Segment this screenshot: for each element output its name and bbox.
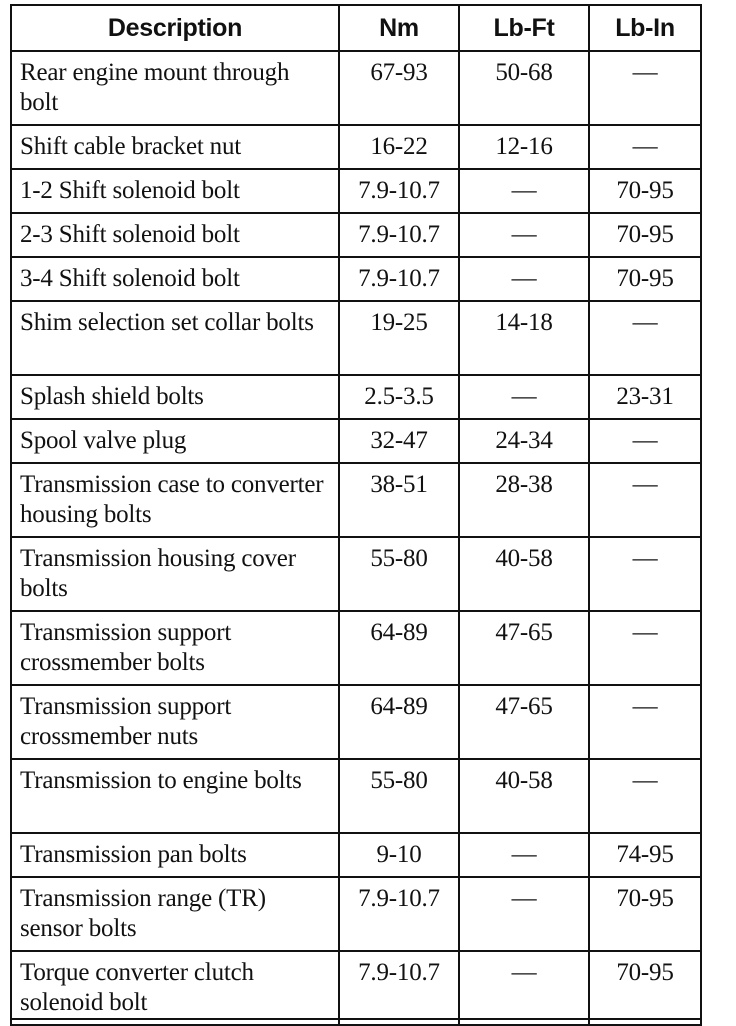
lb-ft-cell: 40-58	[459, 759, 589, 833]
torque-specifications-table	[10, 4, 702, 1026]
lb-in-cell: 70-95	[589, 951, 701, 1025]
description-cell: Torque converter clutch solenoid bolt	[11, 951, 339, 1025]
lb-ft-cell: 24-34	[459, 419, 589, 463]
description-cell: Shift cable bracket nut	[11, 125, 339, 169]
table-row	[11, 759, 701, 833]
lb-in-cell: —	[589, 419, 701, 463]
lb-ft-cell: —	[459, 169, 589, 213]
header-row	[11, 5, 701, 51]
lb-in-cell: —	[589, 685, 701, 759]
lb-in-cell: —	[589, 537, 701, 611]
description-cell: Transmission to engine bolts	[11, 759, 339, 833]
nm-cell: 7.9-10.7	[339, 951, 459, 1025]
description-cell: Splash shield bolts	[11, 375, 339, 419]
lb-in-cell: —	[589, 611, 701, 685]
nm-cell: 55-80	[339, 759, 459, 833]
table-row	[11, 51, 701, 125]
table-row	[11, 685, 701, 759]
description-cell: Transmission pan bolts	[11, 833, 339, 877]
lb-ft-cell: —	[459, 951, 589, 1025]
nm-cell: 2.5-3.5	[339, 375, 459, 419]
lb-in-cell: 70-95	[589, 257, 701, 301]
lb-in-cell: 74-95	[589, 833, 701, 877]
table-row	[11, 463, 701, 537]
table-row	[11, 951, 701, 1025]
nm-cell: 64-89	[339, 611, 459, 685]
table-header	[11, 5, 701, 51]
description-cell: Spool valve plug	[11, 419, 339, 463]
lb-ft-cell: 14-18	[459, 301, 589, 375]
nm-cell: 55-80	[339, 537, 459, 611]
table-row	[11, 257, 701, 301]
lb-ft-cell: 47-65	[459, 611, 589, 685]
table-row	[11, 301, 701, 375]
lb-in-cell: —	[589, 51, 701, 125]
description-cell: Transmission housing cover bolts	[11, 537, 339, 611]
nm-cell: 16-22	[339, 125, 459, 169]
table-row	[11, 419, 701, 463]
lb-ft-cell: 47-65	[459, 685, 589, 759]
nm-cell: 67-93	[339, 51, 459, 125]
lb-ft-cell: 28-38	[459, 463, 589, 537]
description-cell: Transmission case to converter housing bolts	[11, 463, 339, 537]
lb-ft-cell: —	[459, 213, 589, 257]
lb-in-cell: 70-95	[589, 169, 701, 213]
nm-cell: 7.9-10.7	[339, 169, 459, 213]
lb-ft-cell: —	[459, 257, 589, 301]
lb-ft-cell: —	[459, 833, 589, 877]
nm-cell: 7.9-10.7	[339, 257, 459, 301]
description-cell: Shim selection set collar bolts	[11, 301, 339, 375]
table-bottom-rule	[10, 1018, 700, 1020]
description-cell: Transmission support crossmember nuts	[11, 685, 339, 759]
description-cell: 1-2 Shift solenoid bolt	[11, 169, 339, 213]
header-description: Description	[11, 5, 339, 51]
description-cell: 2-3 Shift solenoid bolt	[11, 213, 339, 257]
nm-cell: 64-89	[339, 685, 459, 759]
lb-in-cell: 70-95	[589, 213, 701, 257]
nm-cell: 38-51	[339, 463, 459, 537]
description-cell: Transmission range (TR) sensor bolts	[11, 877, 339, 951]
table-row	[11, 125, 701, 169]
description-cell: 3-4 Shift solenoid bolt	[11, 257, 339, 301]
lb-in-cell: —	[589, 301, 701, 375]
table-row	[11, 375, 701, 419]
lb-ft-cell: —	[459, 877, 589, 951]
lb-in-cell: —	[589, 759, 701, 833]
description-cell: Transmission support crossmember bolts	[11, 611, 339, 685]
nm-cell: 7.9-10.7	[339, 213, 459, 257]
lb-in-cell: —	[589, 463, 701, 537]
lb-in-cell: 70-95	[589, 877, 701, 951]
lb-ft-cell: 40-58	[459, 537, 589, 611]
header-nm: Nm	[339, 5, 459, 51]
header-lb-in: Lb-In	[589, 5, 701, 51]
header-lb-ft: Lb-Ft	[459, 5, 589, 51]
table-row	[11, 213, 701, 257]
nm-cell: 32-47	[339, 419, 459, 463]
table-row	[11, 611, 701, 685]
table-row	[11, 169, 701, 213]
nm-cell: 9-10	[339, 833, 459, 877]
table-body	[11, 51, 701, 1025]
table-row	[11, 833, 701, 877]
table-row	[11, 877, 701, 951]
lb-ft-cell: 12-16	[459, 125, 589, 169]
description-cell: Rear engine mount through bolt	[11, 51, 339, 125]
nm-cell: 19-25	[339, 301, 459, 375]
nm-cell: 7.9-10.7	[339, 877, 459, 951]
lb-ft-cell: 50-68	[459, 51, 589, 125]
table-row	[11, 537, 701, 611]
lb-in-cell: 23-31	[589, 375, 701, 419]
lb-ft-cell: —	[459, 375, 589, 419]
lb-in-cell: —	[589, 125, 701, 169]
